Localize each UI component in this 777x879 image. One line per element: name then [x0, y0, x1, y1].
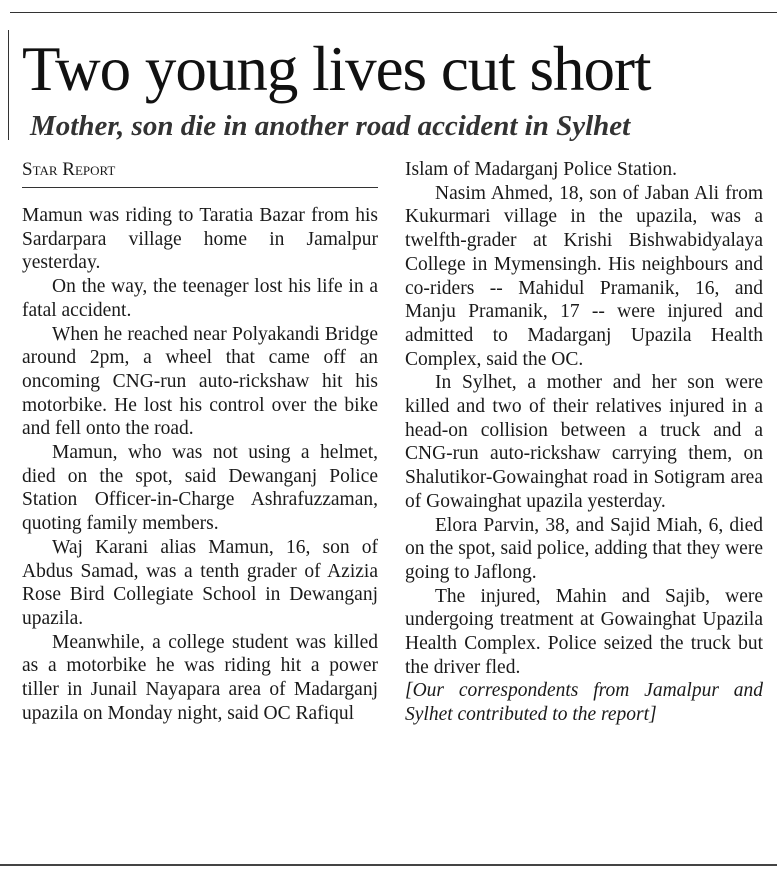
paragraph: Mamun was riding to Taratia Bazar from his Sardarpara village home in Jamalpur yesterday. — [22, 205, 378, 274]
subheadline: Mother, son die in another road accident in Sylhet — [30, 110, 631, 142]
top-rule — [10, 12, 777, 13]
paragraph: Islam of Madarganj Police Station. — [405, 159, 678, 180]
paragraph: Meanwhile, a college student was killed as a motorbike he was riding hit a power tiller in Junail Nayapara area of Madarganj upazila on Monday night, said OC Rafiqul — [22, 631, 378, 724]
bottom-rule — [0, 864, 777, 866]
paragraph: When he reached near Polyakandi Bridge around 2pm, a wheel that came off an oncoming CNG-run auto-rickshaw hit his motorbike. He lost his control over the bike and fell onto the road. — [22, 323, 378, 440]
paragraph: In Sylhet, a mother and her son were killed and two of their relatives injured in a head-on collision between a truck and a CNG-run auto-rickshaw carrying them, on Shalutikor-Gowainghat road in Sotigram area of Gowainghat upazila yesterday. — [405, 372, 763, 512]
paragraph: Waj Karani alias Mamun, 16, son of Abdus Samad, was a tenth grader of Azizia Rose Bird Collegiate School in Dewanganj upazila. — [22, 536, 378, 629]
paragraph: On the way, the teenager lost his life in a fatal accident. — [22, 276, 378, 321]
paragraph: Nasim Ahmed, 18, son of Jaban Ali from Kukurmari village in the upazila, was a twelfth-grader at Krishi Bishwabidyalaya College in Mymensingh. His neighbours and co-riders -- Mahidul Pramanik, 16, and Manju Pramanik, 17 -- were injured and admitted to Madarganj Upazila Health Complex, said the OC. — [405, 182, 763, 370]
paragraph: Elora Parvin, 38, and Sajid Miah, 6, died on the spot, said police, adding that they were going to Jaflong. — [405, 514, 763, 583]
paragraph: Mamun, who was not using a helmet, died on the spot, said Dewanganj Police Station Officer-in-Charge Ashrafuzzaman, quoting family members. — [22, 442, 378, 535]
contributor-note: [Our correspondents from Jamalpur and Sylhet contributed to the report] — [405, 680, 763, 726]
paragraph: The injured, Mahin and Sajib, were undergoing treatment at Gowainghat Upazila Health Complex. Police seized the truck but the driver fled. — [405, 585, 763, 678]
article-column-1 — [22, 204, 378, 725]
headline: Two young lives cut short — [22, 34, 651, 104]
byline: Star Report — [22, 157, 378, 188]
left-rule — [8, 30, 9, 140]
article-column-2 — [405, 158, 763, 727]
